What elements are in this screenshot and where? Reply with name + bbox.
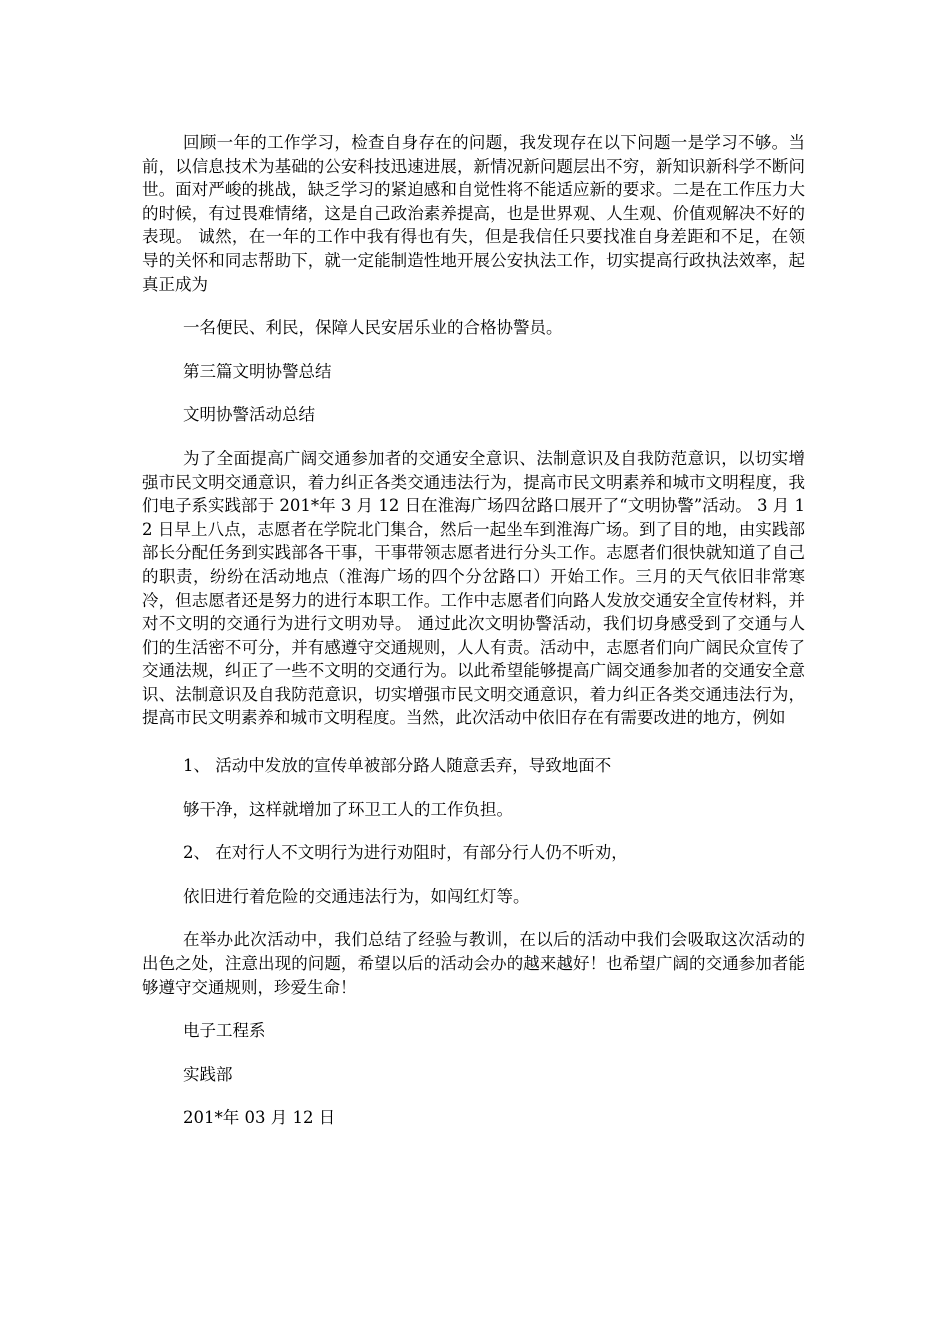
paragraph-conclusion: 在举办此次活动中，我们总结了经验与教训，在以后的活动中我们会吸取这次活动的出色之处，注意出现的问题，希望以后的活动会办的越来越好！也希望广阔的交通参加者能够遵守交通规则，珍爱生命！: [142, 930, 805, 997]
list-item-1-continued: 够干净，这样就增加了环卫工人的工作负担。: [183, 799, 513, 819]
signature-department: 电子工程系: [183, 1021, 266, 1041]
document-page: [142, 131, 805, 1130]
signature-unit: 实践部: [183, 1064, 233, 1084]
signature-date: 201*年 03 月 12 日: [183, 1108, 336, 1128]
section-heading: 第三篇文明协警总结: [183, 361, 332, 381]
list-item-2-continued: 依旧进行着危险的交通违法行为，如闯红灯等。: [183, 886, 530, 906]
list-item-2: 2、 在对行人不文明行为进行劝阻时，有部分行人仍不听劝，: [183, 843, 628, 863]
paragraph-activity-summary: 为了全面提高广阔交通参加者的交通安全意识、法制意识及自我防范意识，以切实增强市民文明交通意识，着力纠正各类交通违法行为，提高市民文明素养和城市文明程度，我们电子系实践部于 201*年 3 月 12 日在淮海广场四岔路口展开了“文明协警”活动。 3 月 12 日早上八点，志愿者在学院北门集合，然后一起坐车到淮海广场。到了目的地，由实践部部长分配任务到实践部各干事，干事带领志愿者进行分头工作。志愿者们很快就知道了自己的职责，纷纷在活动地点（淮海广场的四个分岔路口）开始工作。三月的天气依旧非常寒冷，但志愿者还是努力的进行本职工作。工作中志愿者们向路人发放交通安全宣传材料，并对不文明的交通行为进行文明劝导。 通过此次文明协警活动，我们切身感受到了交通与人们的生活密不可分，并有感遵守交通规则，人人有责。活动中，志愿者们向广阔民众宣传了交通法规，纠正了一些不文明的交通行为。以此希望能够提高广阔交通参加者的交通安全意识、法制意识及自我防范意识，切实增强市民文明交通意识，着力纠正各类交通违法行为，提高市民文明素养和城市文明程度。当然，此次活动中依旧存在有需要改进的地方，例如: [142, 448, 805, 728]
paragraph-self-review: 回顾一年的工作学习，检查自身存在的问题，我发现存在以下问题一是学习不够。当前，以信息技术为基础的公安科技迅速进展，新情况新问题层出不穷，新知识新科学不断问世。面对严峻的挑战，缺乏学习的紧迫感和自觉性将不能适应新的要求。二是在工作压力大的时候，有过畏难情绪，这是自己政治素养提高，也是世界观、人生观、价值观解决不好的表现。 诚然，在一年的工作中我有得也有失，但是我信任只要找准自身差距和不足，在领导的关怀和同志帮助下，就一定能制造性地开展公安执法工作，切实提高行政执法效率，起真正成为: [142, 133, 805, 294]
paragraph-self-review-continued: 一名便民、利民，保障人民安居乐业的合格协警员。: [183, 318, 563, 338]
list-item-1: 1、 活动中发放的宣传单被部分路人随意丢弃，导致地面不: [183, 756, 612, 776]
subsection-heading: 文明协警活动总结: [183, 405, 315, 425]
